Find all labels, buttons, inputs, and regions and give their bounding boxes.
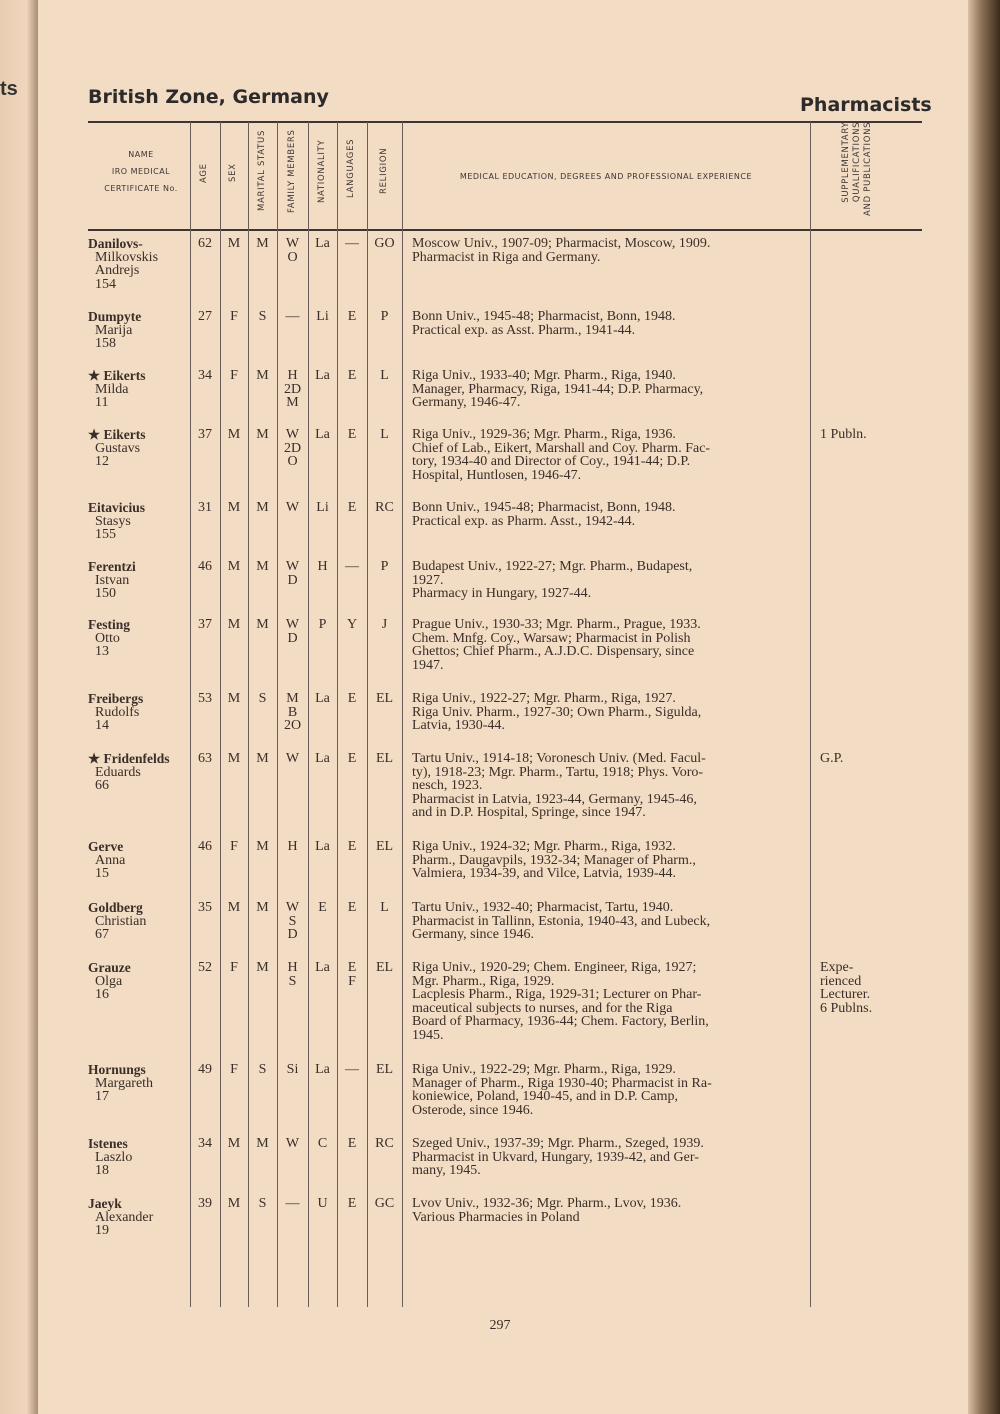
- surname: Fridenfelds: [103, 751, 170, 766]
- religion-cell: RC: [375, 1136, 394, 1151]
- languages-cell: E: [347, 900, 357, 915]
- surname: Jaeyk: [88, 1196, 122, 1211]
- surname: Grauze: [88, 960, 131, 975]
- given-name: Rudolfs: [95, 704, 140, 720]
- education-cell: Prague Univ., 1930-33; Mgr. Pharm., Prague, 1933. Chem. Mnfg. Coy., Warsaw; Pharmacist in Polish Ghettos; Chief Pharm., A.J.D.C. Dispensary, since 1947.: [412, 617, 701, 673]
- certificate-number: 158: [95, 336, 116, 351]
- nationality-cell: La: [315, 1062, 330, 1077]
- surname: Ferentzi: [88, 559, 136, 574]
- column-header-sex: SEX: [228, 163, 238, 182]
- marital-cell: S: [258, 1196, 267, 1211]
- table-top-rule: [88, 121, 922, 123]
- given-name: Otto: [95, 630, 120, 646]
- adjacent-page-fragment: ts: [0, 78, 18, 100]
- languages-cell: E: [347, 1136, 357, 1151]
- name-cell: [88, 237, 193, 291]
- sex-cell: M: [227, 617, 241, 632]
- marital-cell: M: [256, 839, 269, 854]
- certificate-number: 18: [95, 1163, 109, 1178]
- age-cell: 46: [198, 559, 212, 574]
- surname: Eitavicius: [88, 500, 146, 515]
- religion-cell: P: [380, 559, 389, 574]
- supplementary-cell: 1 Publn.: [820, 427, 867, 442]
- surname: Istenes: [88, 1136, 128, 1151]
- name-cell: [88, 501, 193, 542]
- marital-cell: M: [256, 1136, 269, 1151]
- certificate-number: 14: [95, 718, 109, 733]
- given-name: Gustavs: [95, 440, 141, 456]
- education-cell: Lvov Univ., 1932-36; Mgr. Pharm., Lvov, 1936. Various Pharmacies in Poland: [412, 1196, 682, 1225]
- marital-cell: S: [258, 309, 267, 324]
- age-cell: 31: [198, 500, 212, 515]
- age-cell: 37: [198, 617, 212, 632]
- book-edge: [968, 0, 1000, 1414]
- column-header-age: AGE: [199, 163, 209, 183]
- religion-cell: GC: [374, 1196, 395, 1211]
- category-title: Pharmacists: [800, 94, 932, 116]
- religion-cell: EL: [375, 960, 394, 975]
- family-cell: H 2D M: [283, 368, 302, 410]
- nationality-cell: E: [318, 900, 327, 915]
- languages-cell: E: [347, 691, 357, 706]
- certificate-number: 66: [95, 778, 109, 793]
- sex-cell: M: [227, 500, 241, 515]
- education-cell: Riga Univ., 1924-32; Mgr. Pharm., Riga, 1932. Pharm., Daugavpils, 1932-34; Manager of Pharm., Valmiera, 1934-39, and Vilce, Latvia, 1939-44.: [412, 839, 696, 881]
- nationality-cell: P: [318, 617, 327, 632]
- languages-cell: —: [345, 559, 359, 574]
- nationality-cell: La: [315, 839, 330, 854]
- languages-cell: E: [347, 309, 357, 324]
- religion-cell: EL: [375, 691, 394, 706]
- education-cell: Bonn Univ., 1945-48; Pharmacist, Bonn, 1948. Practical exp. as Pharm. Asst., 1942-44.: [412, 500, 676, 529]
- given-name: Andrejs: [95, 263, 140, 278]
- given-name: Anna: [95, 852, 126, 868]
- age-cell: 34: [198, 1136, 212, 1151]
- certificate-number: 154: [95, 276, 116, 292]
- column-header-name: NAME IRO MEDICAL CERTIFICATE No.: [104, 150, 178, 193]
- surname: Eikerts: [103, 368, 146, 383]
- family-cell: W O: [285, 236, 300, 265]
- name-cell: [88, 752, 193, 793]
- languages-cell: E: [347, 839, 357, 854]
- name-cell: [88, 1197, 193, 1238]
- family-cell: W 2D O: [283, 427, 302, 469]
- column-header-family: FAMILY MEMBERS: [287, 129, 297, 213]
- languages-cell: —: [345, 236, 359, 251]
- name-cell: [88, 560, 193, 601]
- age-cell: 63: [198, 751, 212, 766]
- family-cell: M B 2O: [283, 691, 302, 733]
- page-number: 297: [489, 1318, 511, 1333]
- education-cell: Riga Univ., 1929-36; Mgr. Pharm., Riga, 1936. Chief of Lab., Eikert, Marshall and Coy. Pharm. Fac- tory, 1934-40 and Director of Coy., 1941-44; D.P. Hospital, Huntlosen, 1946-47.: [412, 427, 711, 483]
- education-cell: Budapest Univ., 1922-27; Mgr. Pharm., Budapest, 1927. Pharmacy in Hungary, 1927-44.: [412, 559, 693, 601]
- certificate-number: 16: [95, 987, 109, 1002]
- name-cell: [88, 310, 193, 351]
- given-name: Stasys: [95, 513, 131, 529]
- name-cell: [88, 1063, 193, 1104]
- surname: Gerve: [88, 839, 124, 854]
- age-cell: 35: [198, 900, 212, 915]
- religion-cell: L: [380, 900, 389, 915]
- education-cell: Tartu Univ., 1914-18; Voronesch Univ. (Med. Facul- ty), 1918-23; Mgr. Pharm., Tartu, 1918; Phys. Voro- nesch, 1923. Pharmacist in Latvia, 1923-44, Germany, 1945-46, and in D.P. Hospital, Springe, since 1947.: [412, 751, 706, 820]
- family-cell: H S: [287, 960, 298, 989]
- family-cell: W: [285, 500, 300, 515]
- sex-cell: M: [227, 900, 241, 915]
- given-name: Margareth: [95, 1075, 154, 1091]
- nationality-cell: Li: [316, 309, 329, 324]
- certificate-number: 19: [95, 1223, 109, 1238]
- name-cell: [88, 961, 193, 1002]
- given-name: Alexander: [95, 1209, 154, 1225]
- religion-cell: EL: [375, 751, 394, 766]
- name-cell: [88, 369, 193, 410]
- religion-cell: L: [380, 368, 389, 383]
- star-icon: ★: [88, 368, 104, 383]
- surname: Festing: [88, 617, 130, 632]
- nationality-cell: U: [317, 1196, 328, 1211]
- religion-cell: J: [381, 617, 388, 632]
- nationality-cell: Li: [316, 500, 329, 515]
- star-icon: ★: [88, 427, 104, 442]
- nationality-cell: La: [315, 236, 330, 251]
- languages-cell: E: [347, 751, 357, 766]
- surname: Freibergs: [88, 691, 144, 706]
- sex-cell: F: [230, 1062, 238, 1077]
- nationality-cell: H: [317, 559, 328, 574]
- education-cell: Tartu Univ., 1932-40; Pharmacist, Tartu, 1940. Pharmacist in Tallinn, Estonia, 1940-43, and Lubeck, Germany, since 1946.: [412, 900, 711, 942]
- certificate-number: 13: [95, 644, 109, 659]
- nationality-cell: C: [317, 1136, 328, 1151]
- languages-cell: E F: [347, 960, 357, 989]
- family-cell: W S D: [285, 900, 300, 942]
- languages-cell: E: [347, 1196, 357, 1211]
- nationality-cell: La: [315, 427, 330, 442]
- marital-cell: M: [256, 427, 269, 442]
- star-icon: ★: [88, 751, 104, 766]
- certificate-number: 15: [95, 866, 109, 881]
- surname: Hornungs: [88, 1062, 146, 1077]
- surname: Eikerts: [103, 427, 146, 442]
- name-cell: [88, 1137, 193, 1178]
- marital-cell: M: [256, 617, 269, 632]
- certificate-number: 12: [95, 454, 109, 469]
- marital-cell: S: [258, 691, 267, 706]
- surname: Goldberg: [88, 900, 143, 915]
- nationality-cell: La: [315, 691, 330, 706]
- given-name: Marija: [95, 322, 133, 338]
- marital-cell: M: [256, 751, 269, 766]
- nationality-cell: La: [315, 960, 330, 975]
- family-cell: Si: [286, 1062, 299, 1077]
- age-cell: 27: [198, 309, 212, 324]
- column-header-nationality: NATIONALITY: [317, 139, 327, 203]
- certificate-number: 155: [95, 527, 116, 542]
- nationality-cell: La: [315, 368, 330, 383]
- education-cell: Riga Univ., 1922-29; Mgr. Pharm., Riga, 1929. Manager of Pharm., Riga 1930-40; Pharmacist in Ra- koniewice, Poland, 1940-45, and in D.P. Camp, Osterode, since 1946.: [412, 1062, 712, 1118]
- column-header-religion: RELIGION: [379, 147, 389, 194]
- certificate-number: 11: [95, 395, 109, 410]
- languages-cell: —: [345, 1062, 359, 1077]
- family-cell: W D: [285, 617, 300, 646]
- column-header-languages: LANGUAGES: [346, 138, 356, 198]
- religion-cell: P: [380, 309, 389, 324]
- given-name: Laszlo: [95, 1149, 133, 1165]
- marital-cell: M: [256, 559, 269, 574]
- given-name: Istvan: [95, 572, 130, 588]
- age-cell: 34: [198, 368, 212, 383]
- languages-cell: E: [347, 368, 357, 383]
- name-cell: [88, 618, 193, 659]
- sex-cell: M: [227, 1136, 241, 1151]
- education-cell: Szeged Univ., 1937-39; Mgr. Pharm., Szeged, 1939. Pharmacist in Ukvard, Hungary, 1939-42, and Ger- many, 1945.: [412, 1136, 704, 1178]
- nationality-cell: La: [315, 751, 330, 766]
- name-cell: [88, 692, 193, 733]
- given-name: Milda: [95, 381, 129, 397]
- given-name: Eduards: [95, 764, 141, 780]
- family-cell: W: [285, 751, 300, 766]
- sex-cell: F: [230, 960, 238, 975]
- sex-cell: M: [227, 751, 241, 766]
- section-title: British Zone, Germany: [88, 86, 329, 108]
- sex-cell: M: [227, 1196, 241, 1211]
- education-cell: Riga Univ., 1922-27; Mgr. Pharm., Riga, 1927. Riga Univ. Pharm., 1927-30; Own Pharm., Sigulda, Latvia, 1930-44.: [412, 691, 702, 733]
- religion-cell: EL: [375, 1062, 394, 1077]
- education-cell: Riga Univ., 1933-40; Mgr. Pharm., Riga, 1940. Manager, Pharmacy, Riga, 1941-44; D.P. Pharmacy, Germany, 1946-47.: [412, 368, 704, 410]
- marital-cell: M: [256, 500, 269, 515]
- adjacent-page-edge: [0, 0, 38, 1414]
- family-cell: —: [285, 309, 300, 324]
- header-bottom-rule: [88, 229, 922, 231]
- family-cell: W D: [285, 559, 300, 588]
- marital-cell: S: [258, 1062, 267, 1077]
- sex-cell: M: [227, 559, 241, 574]
- column-header-marital: MARITAL STATUS: [257, 129, 267, 211]
- certificate-number: 17: [95, 1089, 109, 1104]
- sex-cell: F: [230, 368, 238, 383]
- sex-cell: F: [230, 309, 238, 324]
- education-cell: Bonn Univ., 1945-48; Pharmacist, Bonn, 1948. Practical exp. as Asst. Pharm., 1941-44.: [412, 309, 676, 338]
- family-cell: —: [285, 1196, 300, 1211]
- religion-cell: GO: [374, 236, 395, 251]
- surname: Dumpyte: [88, 309, 142, 324]
- supplementary-cell: Expe- rienced Lecturer. 6 Publns.: [820, 960, 873, 1016]
- languages-cell: Y: [346, 617, 358, 632]
- age-cell: 37: [198, 427, 212, 442]
- religion-cell: L: [380, 427, 389, 442]
- supplementary-cell: G.P.: [820, 751, 844, 766]
- languages-cell: E: [347, 500, 357, 515]
- sex-cell: M: [227, 691, 241, 706]
- name-cell: [88, 840, 193, 881]
- given-name: Olga: [95, 973, 123, 989]
- given-name: Christian: [95, 913, 147, 929]
- column-header-education: MEDICAL EDUCATION, DEGREES AND PROFESSIONAL EXPERIENCE: [459, 172, 753, 181]
- sex-cell: M: [227, 236, 241, 251]
- age-cell: 62: [198, 236, 212, 251]
- marital-cell: M: [256, 368, 269, 383]
- education-cell: Moscow Univ., 1907-09; Pharmacist, Moscow, 1909. Pharmacist in Riga and Germany.: [412, 236, 711, 265]
- marital-cell: M: [256, 900, 269, 915]
- column-header-supplementary: SUPPLEMENTARY QUALIFICATIONS AND PUBLICATIONS: [841, 121, 873, 216]
- family-cell: H: [287, 839, 298, 854]
- age-cell: 46: [198, 839, 212, 854]
- age-cell: 53: [198, 691, 212, 706]
- age-cell: 49: [198, 1062, 212, 1077]
- religion-cell: EL: [375, 839, 394, 854]
- marital-cell: M: [256, 960, 269, 975]
- certificate-number: 67: [95, 927, 109, 942]
- languages-cell: E: [347, 427, 357, 442]
- surname: Danilovs-: [88, 236, 143, 251]
- certificate-number: 150: [95, 586, 116, 601]
- sex-cell: F: [230, 839, 238, 854]
- education-cell: Riga Univ., 1920-29; Chem. Engineer, Riga, 1927; Mgr. Pharm., Riga, 1929. Lacplesis Pharm., Riga, 1929-31; Lecturer on Phar- maceutical subjects to nurses, and for the Riga Board of Pharmacy, 1936-44; Chem. Factory, Berlin, 1945.: [412, 960, 709, 1043]
- given-name: Milkovskis: [95, 249, 159, 265]
- age-cell: 52: [198, 960, 212, 975]
- family-cell: W: [285, 1136, 300, 1151]
- marital-cell: M: [256, 236, 269, 251]
- sex-cell: M: [227, 427, 241, 442]
- name-cell: [88, 428, 193, 469]
- age-cell: 39: [198, 1196, 212, 1211]
- religion-cell: RC: [375, 500, 394, 515]
- name-cell: [88, 901, 193, 942]
